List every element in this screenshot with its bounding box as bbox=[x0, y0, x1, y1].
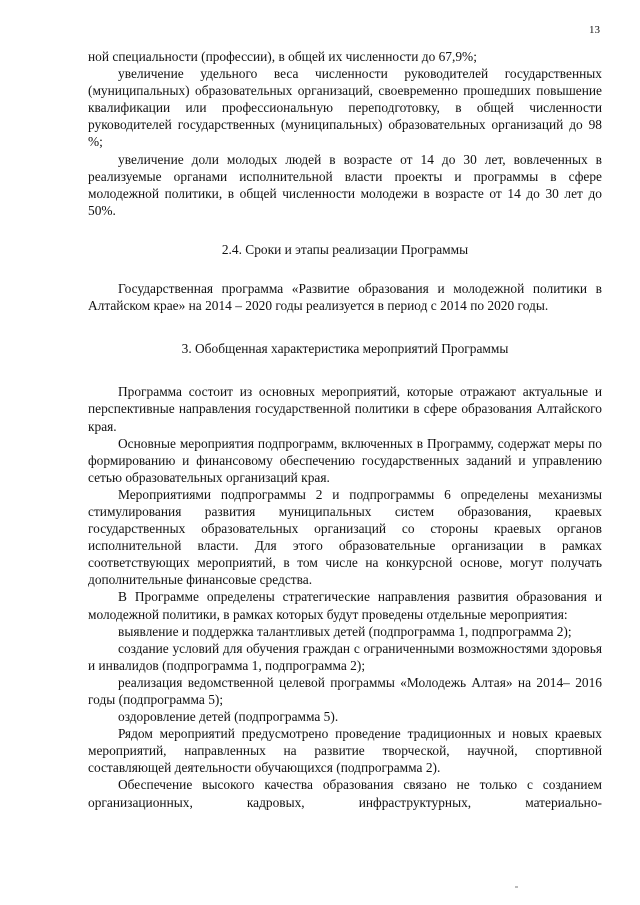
section-heading-3: 3. Обобщенная характеристика мероприятий Программы bbox=[181, 341, 509, 357]
paragraph: Программа состоит из основных мероприятий, которые отражают актуальные и перспективные направления государственной политики в сфере образования Алтайского края. bbox=[88, 384, 602, 434]
paragraph: увеличение доли молодых людей в возрасте от 14 до 30 лет, вовлеченных в реализуемые органами исполнительной власти проекты и программы в сфере молодежной политики, в общей численности молодежи в возрасте от 14 до 30 лет до 50%. bbox=[88, 151, 602, 218]
page-number: 13 bbox=[589, 24, 600, 36]
list-item: создание условий для обучения граждан с ограниченными возможностями здоровья и инвалидов (подпрограмма 1, подпрограмма 2); bbox=[88, 640, 602, 673]
list-item: выявление и поддержка талантливых детей (подпрограмма 1, подпрограмма 2); bbox=[118, 623, 572, 639]
document-body bbox=[88, 48, 602, 811]
scan-speck bbox=[515, 886, 518, 888]
list-item: оздоровление детей (подпрограмма 5). bbox=[118, 709, 339, 725]
paragraph: Мероприятиями подпрограммы 2 и подпрограммы 6 определены механизмы стимулирования развития муниципальных систем образования, краевых государственных образовательных организаций со стороны краевых органов исполнительной власти. Для этого образовательные организации в рамках соответствующих мероприятий, в том числе на конкурсной основе, могут получать дополнительные финансовые средства. bbox=[88, 486, 602, 588]
section-heading-2-4: 2.4. Сроки и этапы реализации Программы bbox=[221, 241, 469, 257]
paragraph: ной специальности (профессии), в общей их численности до 67,9%; bbox=[88, 49, 477, 64]
paragraph: Государственная программа «Развитие образования и молодежной политики в Алтайском крае» на 2014 – 2020 годы реализуется в период с 2014 по 2020 годы. bbox=[88, 281, 602, 314]
paragraph: Основные мероприятия подпрограмм, включенных в Программу, содержат меры по формированию и финансовому обеспечению государственных заданий и управлению сетью образовательных организаций края. bbox=[88, 435, 602, 485]
list-item: реализация ведомственной целевой программы «Молодежь Алтая» на 2014– 2016 годы (подпрограмма 5); bbox=[88, 674, 602, 707]
paragraph: Обеспечение высокого качества образования связано не только с созданием организационных, кадровых, инфраструктурных, материально- bbox=[88, 777, 602, 810]
paragraph: В Программе определены стратегические направления развития образования и молодежной политики, в рамках которых будут проведены отдельные мероприятия: bbox=[88, 589, 602, 622]
paragraph: Рядом мероприятий предусмотрено проведение традиционных и новых краевых мероприятий, направленных на развитие творческой, научной, спортивной составляющей деятельности обучающихся (подпрограмма 2). bbox=[88, 726, 602, 776]
paragraph: увеличение удельного веса численности руководителей государственных (муниципальных) образовательных организаций, своевременно прошедших повышение квалификации или профессиональную переподготовку, в общей численности руководителей государственных (муниципальных) образовательных организаций до 98 %; bbox=[88, 66, 602, 150]
